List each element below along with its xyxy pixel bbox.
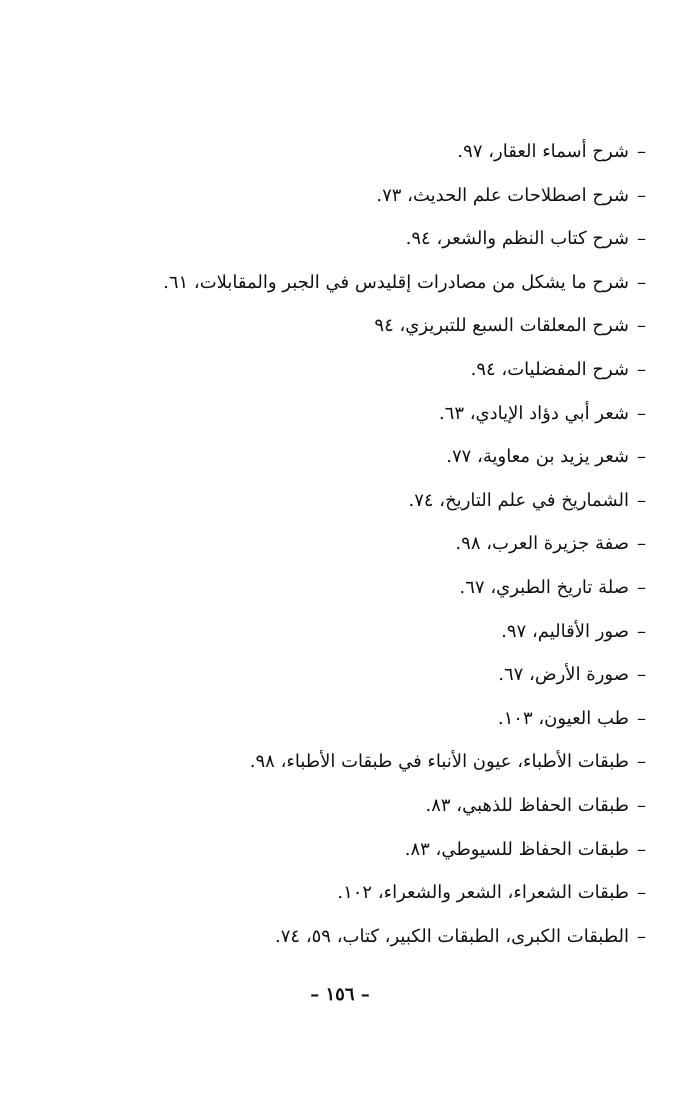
index-entry (46, 871, 646, 915)
entry-text: شعر يزيد بن معاوية، ٧٧. (446, 446, 629, 468)
index-list (46, 130, 646, 958)
entry-dash: – (637, 882, 646, 904)
entry-text: شرح ما يشكل من مصادرات إقليدس في الجبر والمقابلات، ٦١. (163, 271, 629, 293)
entry-dash: – (637, 228, 646, 250)
entry-text: صور الأقاليم، ٩٧. (501, 620, 629, 642)
entry-dash: – (637, 620, 646, 642)
entry-text: الشماريخ في علم التاريخ، ٧٤. (408, 489, 629, 511)
index-entry (46, 697, 646, 741)
entry-dash: – (637, 576, 646, 598)
entry-dash: – (637, 315, 646, 337)
entry-text: شرح المفضليات، ٩٤. (470, 358, 629, 380)
entry-dash: – (637, 184, 646, 206)
index-entry (46, 304, 646, 348)
index-entry (46, 522, 646, 566)
entry-text: شعر أبي دؤاد الإيادي، ٦٣. (438, 402, 629, 424)
entry-dash: – (637, 271, 646, 293)
entry-text: شرح اصطلاحات علم الحديث، ٧٣. (376, 184, 629, 206)
index-entry (46, 348, 646, 392)
entry-text: طبقات الأطباء، عيون الأنباء في طبقات الأطباء، ٩٨. (249, 751, 629, 773)
index-entry (46, 610, 646, 654)
entry-dash: – (637, 402, 646, 424)
page-number: – ١٥٦ – (310, 984, 370, 1005)
index-entry (46, 130, 646, 174)
entry-text: طبقات الشعراء، الشعر والشعراء، ١٠٢. (337, 882, 629, 904)
entry-dash: – (637, 141, 646, 162)
entry-text: شرح أسماء العقار، ٩٧. (457, 141, 629, 162)
entry-dash: – (637, 489, 646, 511)
entry-text: طب العيون، ١٠٣. (497, 707, 629, 729)
index-entry (46, 392, 646, 436)
entry-text: صفة جزيرة العرب، ٩٨. (455, 533, 629, 555)
entry-text: شرح كتاب النظم والشعر، ٩٤. (405, 228, 629, 250)
index-entry (46, 479, 646, 523)
entry-dash: – (637, 751, 646, 773)
index-entry (46, 828, 646, 872)
entry-text: شرح المعلقات السبع للتبريزي، ٩٤ (374, 315, 629, 337)
index-entry (46, 566, 646, 610)
index-entry (46, 261, 646, 305)
entry-text: صلة تاريخ الطبري، ٦٧. (459, 576, 629, 598)
entry-dash: – (637, 794, 646, 816)
entry-dash: – (637, 925, 646, 947)
index-entry (46, 740, 646, 784)
index-entry (46, 915, 646, 959)
entry-dash: – (637, 446, 646, 468)
index-entry (46, 217, 646, 261)
entry-dash: – (637, 664, 646, 686)
entry-text: طبقات الحفاظ للذهبي، ٨٣. (425, 794, 629, 816)
entry-text: الطبقات الكبرى، الطبقات الكبير، كتاب، ٥٩، ٧٤. (275, 925, 629, 947)
index-entry (46, 174, 646, 218)
index-entry (46, 435, 646, 479)
index-entry (46, 653, 646, 697)
entry-dash: – (637, 838, 646, 860)
entry-dash: – (637, 533, 646, 555)
entry-dash: – (637, 358, 646, 380)
entry-dash: – (637, 707, 646, 729)
entry-text: صورة الأرض، ٦٧. (498, 664, 629, 686)
entry-text: طبقات الحفاظ للسيوطي، ٨٣. (404, 838, 629, 860)
index-entry (46, 784, 646, 828)
